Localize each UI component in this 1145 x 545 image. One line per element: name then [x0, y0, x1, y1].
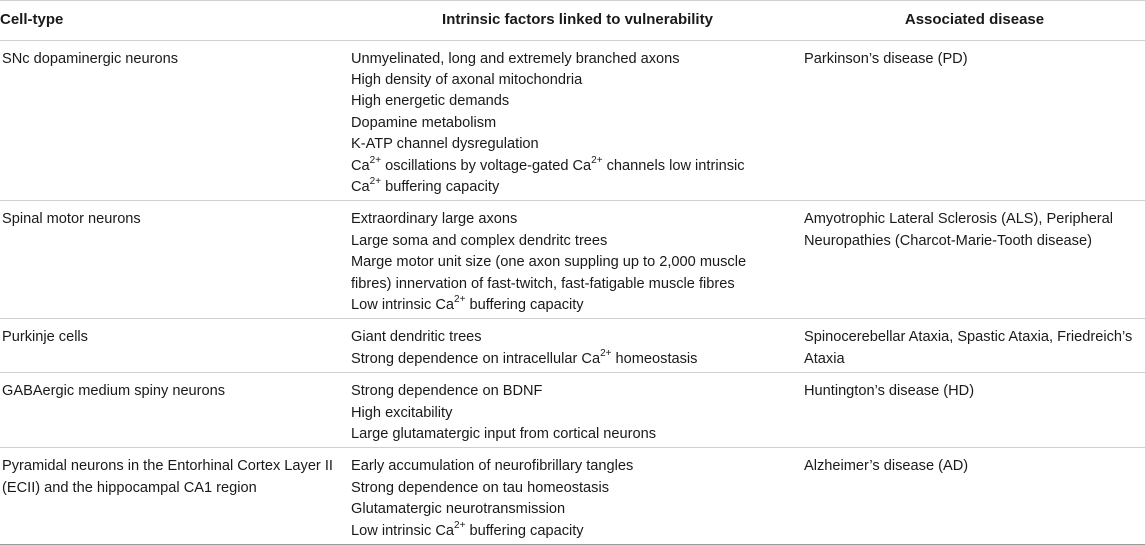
header-cell-type: Cell-type: [0, 11, 64, 29]
superscript-charge: 2+: [454, 519, 466, 531]
cell-type-cell: [0, 201, 351, 319]
superscript-charge: 2+: [369, 154, 382, 166]
factor-item: [351, 156, 804, 177]
superscript-charge: 2+: [454, 294, 466, 306]
cell-type-text: Purkinje cells: [2, 329, 88, 346]
cell-type-cell: [0, 373, 351, 448]
superscript-charge: 2+: [600, 347, 612, 359]
factor-item: [351, 403, 804, 424]
intrinsic-factors-cell: [351, 373, 804, 448]
cell-type-cell: [0, 448, 351, 545]
table-row: [0, 373, 1145, 448]
factor-item: [351, 456, 804, 477]
associated-disease-cell: [804, 448, 1145, 545]
factor-item: [351, 478, 804, 499]
cell-type-cell: [0, 319, 351, 373]
table-top-rule: [0, 0, 1145, 1]
factor-text: K-ATP channel dysregulation: [351, 136, 539, 153]
header-intrinsic-factors: Intrinsic factors linked to vulnerability: [442, 11, 713, 29]
factor-item: [351, 521, 804, 542]
factor-text: buffering capacity: [381, 178, 500, 195]
factor-text: channels low intrinsic: [602, 157, 745, 174]
factor-text: Dopamine metabolism: [351, 114, 497, 131]
intrinsic-factors-cell: [351, 40, 804, 201]
factor-text: Giant dendritic trees: [351, 329, 482, 346]
factor-item: [351, 70, 804, 91]
factor-text: Unmyelinated, long and extremely branched axons: [351, 50, 680, 67]
factor-item: [351, 349, 804, 370]
factor-item: [351, 113, 804, 134]
factor-item: [351, 177, 804, 198]
table-body: [0, 40, 1145, 545]
factor-item: [351, 274, 804, 295]
disease-text: Parkinson’s disease (PD): [804, 50, 968, 67]
factor-text: Low intrinsic Ca: [351, 296, 455, 313]
factor-text: High energetic demands: [351, 93, 510, 110]
factor-text: Low intrinsic Ca: [351, 522, 455, 539]
factor-text: Ca: [351, 178, 370, 195]
factor-text: buffering capacity: [465, 296, 584, 313]
superscript-charge: 2+: [369, 176, 382, 188]
disease-text: Neuropathies (Charcot-Marie-Tooth disease): [804, 232, 1092, 249]
cell-type-text: (ECII) and the hippocampal CA1 region: [2, 479, 257, 496]
factor-text: Early accumulation of neurofibrillary tangles: [351, 458, 634, 475]
table-row: [0, 319, 1145, 373]
disease-text: Alzheimer’s disease (AD): [804, 458, 969, 475]
cell-type-text: Spinal motor neurons: [2, 211, 141, 228]
disease-text: Ataxia: [804, 350, 845, 367]
factor-item: [351, 499, 804, 520]
disease-text: Huntington’s disease (HD): [804, 383, 975, 400]
factor-item: [351, 209, 804, 230]
associated-disease-cell: [804, 40, 1145, 201]
factor-text: Large soma and complex dendritc trees: [351, 232, 608, 249]
factor-text: buffering capacity: [465, 522, 584, 539]
factor-text: High excitability: [351, 404, 453, 421]
factor-text: Strong dependence on tau homeostasis: [351, 479, 610, 496]
cell-type-text: SNc dopaminergic neurons: [2, 50, 179, 67]
factor-text: Marge motor unit size (one axon suppling up to 2,000 muscle: [351, 254, 747, 271]
factor-item: [351, 424, 804, 445]
intrinsic-factors-cell: [351, 201, 804, 319]
disease-text: Spinocerebellar Ataxia, Spastic Ataxia, Friedreich’s: [804, 329, 1133, 346]
factor-text: Glutamatergic neurotransmission: [351, 501, 566, 518]
factor-text: High density of axonal mitochondria: [351, 71, 583, 88]
factor-item: [351, 295, 804, 316]
factor-text: homeostasis: [611, 350, 698, 367]
factor-item: [351, 134, 804, 155]
intrinsic-factors-cell: [351, 448, 804, 545]
factor-item: [351, 91, 804, 112]
factor-text: fibres) innervation of fast-twitch, fast-fatigable muscle fibres: [351, 275, 735, 292]
cell-type-text: GABAergic medium spiny neurons: [2, 383, 226, 400]
factor-text: Ca: [351, 157, 370, 174]
header-associated-disease: Associated disease: [904, 11, 1045, 29]
associated-disease-cell: [804, 319, 1145, 373]
table-row: [0, 448, 1145, 545]
table-row: [0, 40, 1145, 201]
factor-text: Strong dependence on BDNF: [351, 383, 543, 400]
superscript-charge: 2+: [591, 154, 603, 166]
factor-item: [351, 252, 804, 273]
factor-item: [351, 49, 804, 70]
table-row: [0, 201, 1145, 319]
factor-item: [351, 327, 804, 348]
cell-type-cell: [0, 40, 351, 201]
table-header-row: [0, 0, 1145, 40]
factor-text: Large glutamatergic input from cortical neurons: [351, 426, 657, 442]
factor-item: [351, 381, 804, 402]
intrinsic-factors-cell: [351, 319, 804, 373]
disease-text: Amyotrophic Lateral Sclerosis (ALS), Peripheral: [804, 211, 1114, 228]
cell-type-text: Pyramidal neurons in the Entorhinal Cortex Layer II: [2, 458, 333, 475]
factor-text: Strong dependence on intracellular Ca: [351, 350, 601, 367]
factor-text: oscillations by voltage-gated Ca: [381, 157, 592, 174]
factor-text: Extraordinary large axons: [351, 211, 518, 228]
associated-disease-cell: [804, 373, 1145, 448]
factor-item: [351, 231, 804, 252]
associated-disease-cell: [804, 201, 1145, 319]
